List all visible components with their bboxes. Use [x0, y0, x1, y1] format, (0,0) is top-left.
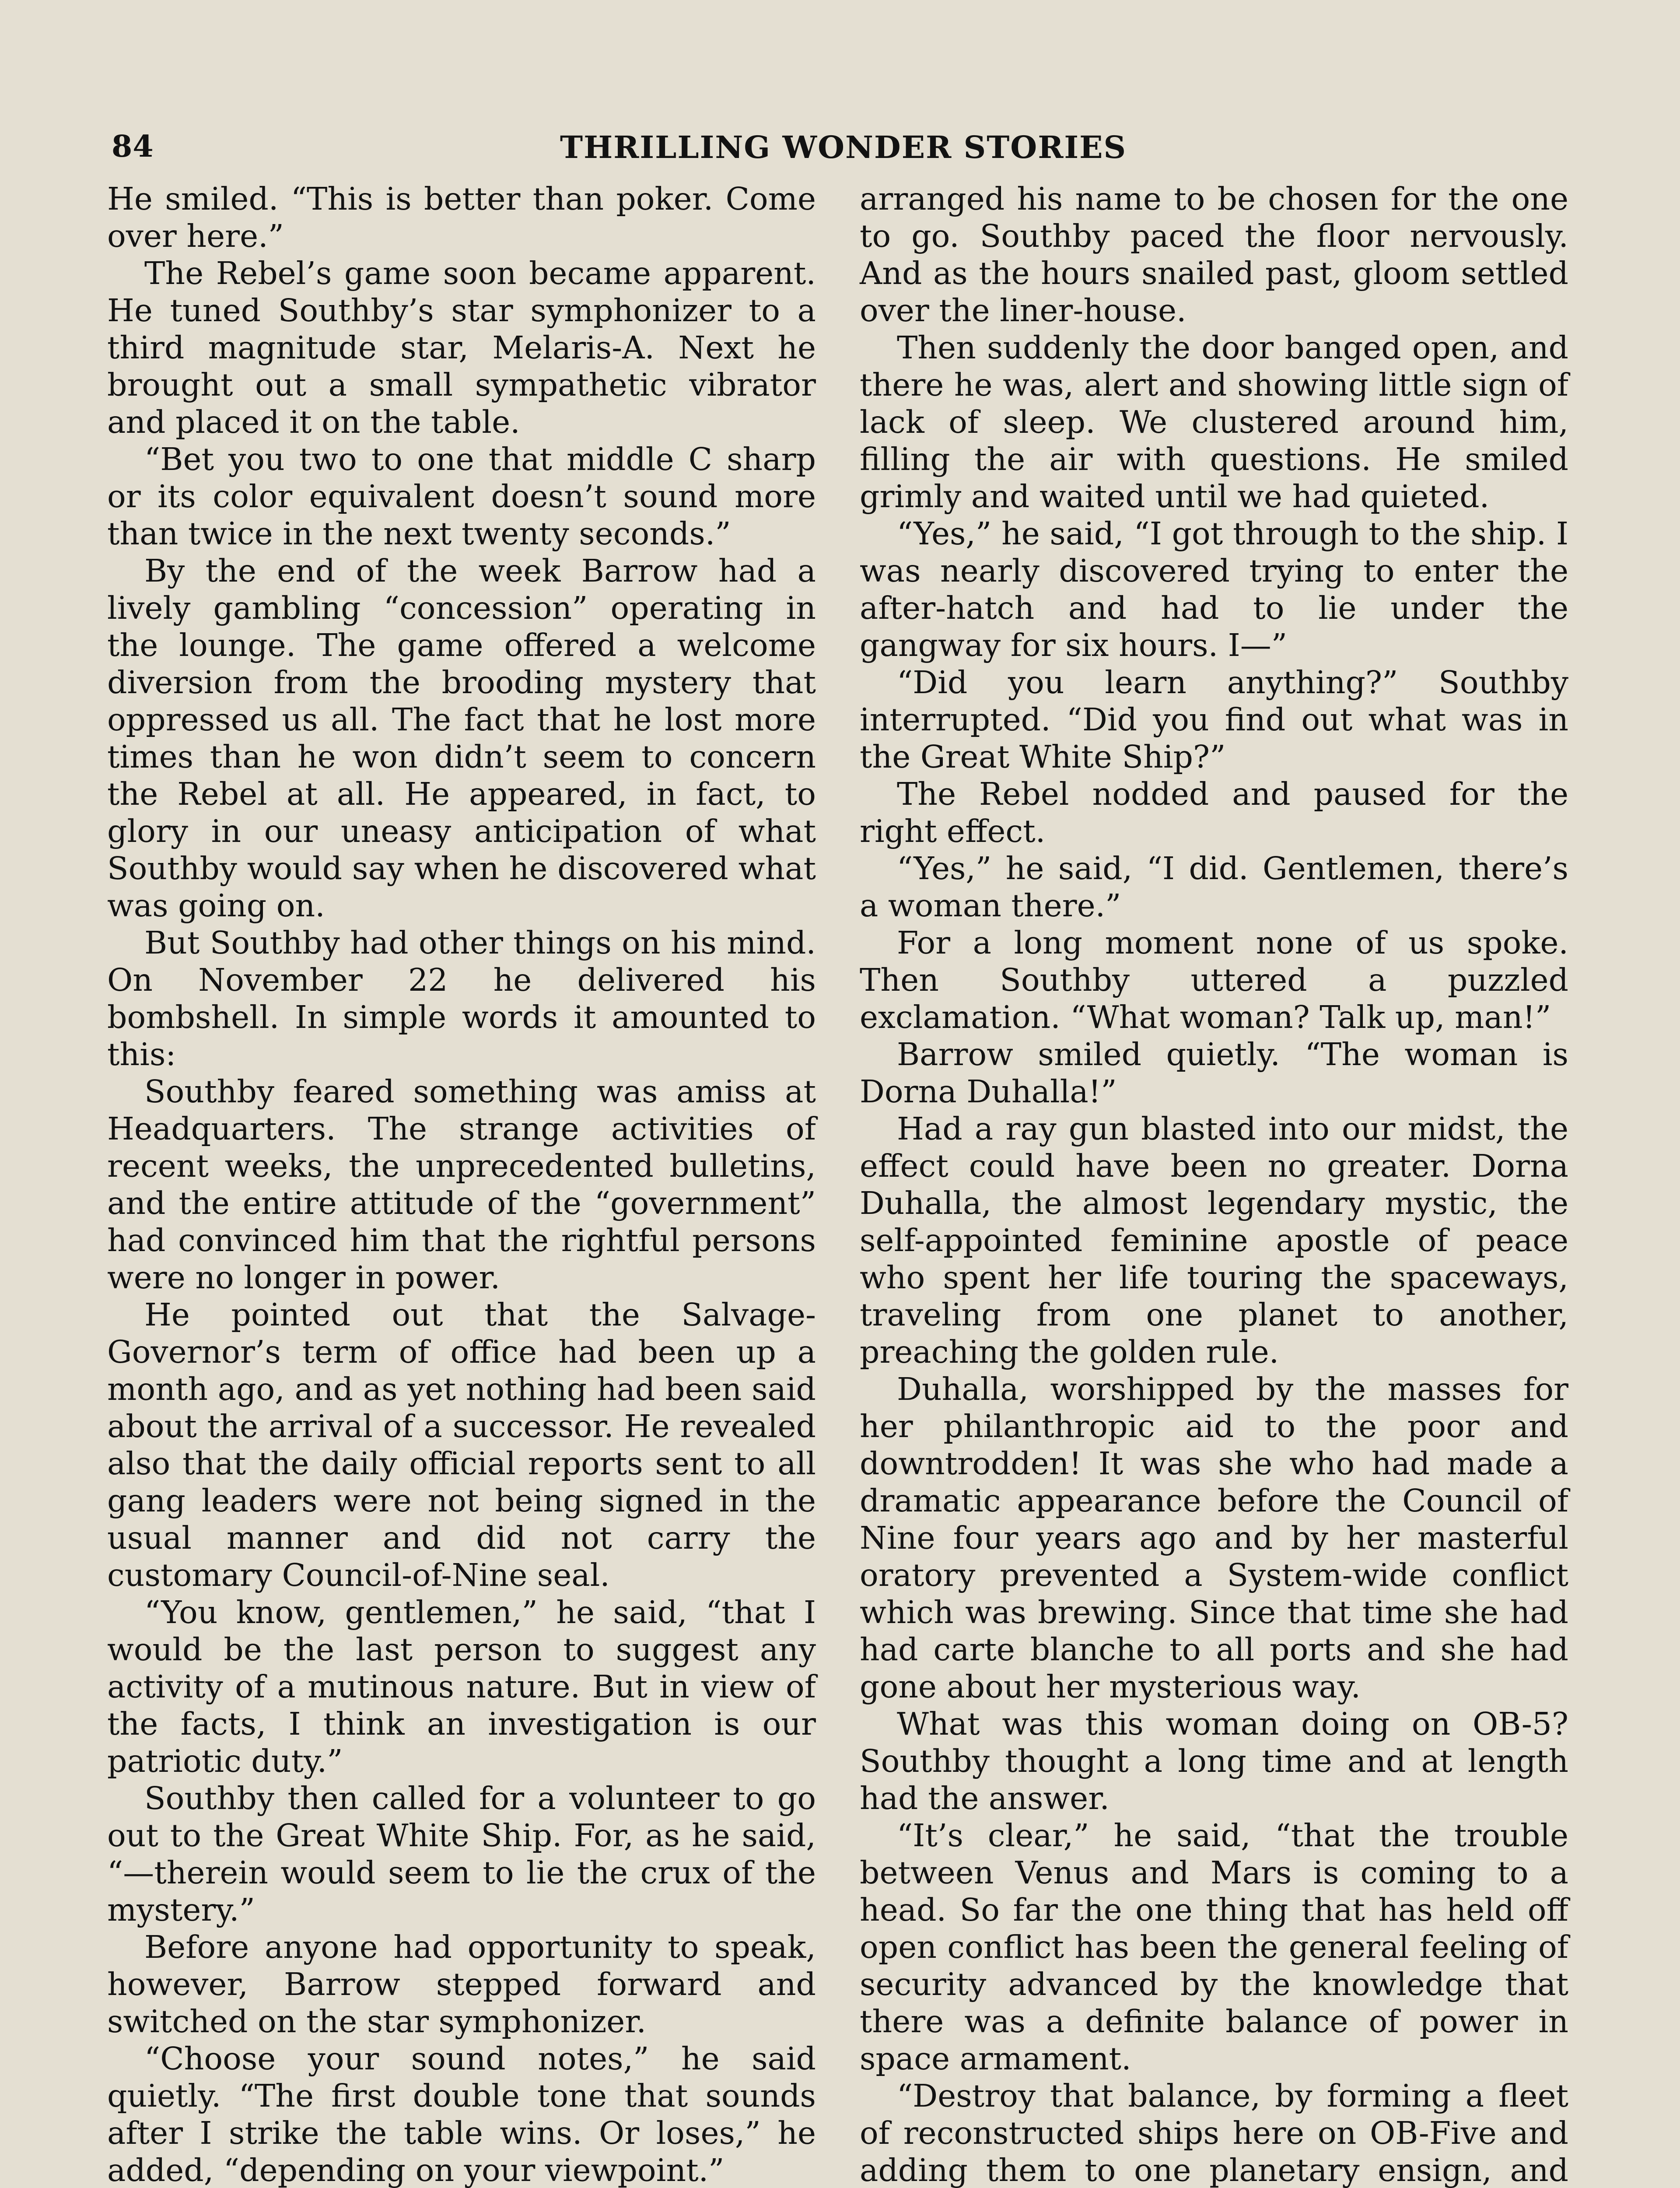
paragraph: But Southby had other things on his mind. On November 22 he delivered his bombshell. In simple words it amounted to this: [107, 925, 816, 1073]
page-number: 84 [112, 129, 154, 164]
paragraph: The Rebel’s game soon became apparent. He tuned Southby’s star symphonizer to a third magnitude star, Melaris-A. Next he brought out a small sympathetic vibrator and placed it on the table. [107, 255, 816, 440]
paragraph: “Bet you two to one that middle C sharp or its color equivalent doesn’t sound more than twice in the next twenty seconds.” [107, 441, 816, 552]
paragraph: Duhalla, worshipped by the masses for her philanthropic aid to the poor and downtrodden! It was she who had made a dramatic appearance before the Council of Nine four years ago and by her masterful oratory prevented a System-wide conflict which was brewing. Since that time she had had carte blanche to all ports and she had gone about her mysterious way. [860, 1371, 1568, 1705]
paragraph: The Rebel nodded and paused for the right effect. [860, 776, 1568, 849]
right-text-column [860, 180, 1568, 2188]
paragraph: “Yes,” he said, “I got through to the ship. I was nearly discovered trying to enter the after-hatch and had to lie under the gangway for six hours. I—” [860, 515, 1568, 663]
paragraph: arranged his name to be chosen for the one to go. Southby paced the floor nervously. And as the hours snailed past, gloom settled over the liner-house. [860, 181, 1568, 329]
paragraph: Southby then called for a volunteer to go out to the Great White Ship. For, as he said, “—therein would seem to lie the crux of the mystery.” [107, 1780, 816, 1928]
running-head: THRILLING WONDER STORIES [560, 129, 1127, 165]
paragraph: Barrow smiled quietly. “The woman is Dorna Duhalla!” [860, 1036, 1568, 1110]
paragraph: “Did you learn anything?” Southby interrupted. “Did you find out what was in the Great White Ship?” [860, 664, 1568, 775]
paragraph: He smiled. “This is better than poker. Come over here.” [107, 181, 816, 254]
paragraph: Then suddenly the door banged open, and there he was, alert and showing little sign of lack of sleep. We clustered around him, filling the air with questions. He smiled grimly and waited until we had quieted. [860, 330, 1568, 515]
paragraph: “Choose your sound notes,” he said quietly. “The first double tone that sounds after I strike the table wins. Or loses,” he added, “depending on your viewpoint.” [107, 2041, 816, 2188]
paragraph: What was this woman doing on OB-5? Southby thought a long time and at length had the answer. [860, 1706, 1568, 1816]
paragraph: “Destroy that balance, by forming a fleet of reconstructed ships here on OB-Five and adding them to one planetary ensign, and [860, 2078, 1568, 2188]
paragraph: For a long moment none of us spoke. Then Southby uttered a puzzled exclamation. “What woman? Talk up, man!” [860, 925, 1568, 1035]
paragraph: “It’s clear,” he said, “that the trouble between Venus and Mars is coming to a head. So far the one thing that has held off open conflict has been the general feeling of security advanced by the knowledge that there was a definite balance of power in space armament. [860, 1817, 1568, 2077]
paragraph: Had a ray gun blasted into our midst, the effect could have been no greater. Dorna Duhalla, the almost legendary mystic, the self-appointed feminine apostle of peace who spent her life touring the spaceways, traveling from one planet to another, preaching the golden rule. [860, 1111, 1568, 1370]
left-text-column [107, 180, 816, 2188]
paragraph: Before anyone had opportunity to speak, however, Barrow stepped forward and switched on the star symphonizer. [107, 1929, 816, 2040]
paragraph: He pointed out that the Salvage-Governor’s term of office had been up a month ago, and as yet nothing had been said about the arrival of a successor. He revealed also that the daily official reports sent to all gang leaders were not being signed in the usual manner and did not carry the customary Council-of-Nine seal. [107, 1297, 816, 1593]
paragraph: By the end of the week Barrow had a lively gambling “concession” operating in the lounge. The game offered a welcome diversion from the brooding mystery that oppressed us all. The fact that he lost more times than he won didn’t seem to concern the Rebel at all. He appeared, in fact, to glory in our uneasy anticipation of what Southby would say when he discovered what was going on. [107, 553, 816, 924]
paragraph: “You know, gentlemen,” he said, “that I would be the last person to suggest any activity of a mutinous nature. But in view of the facts, I think an investigation is our patriotic duty.” [107, 1594, 816, 1779]
paragraph: “Yes,” he said, “I did. Gentlemen, there’s a woman there.” [860, 850, 1568, 924]
paragraph: Southby feared something was amiss at Headquarters. The strange activities of recent weeks, the unprecedented bulletins, and the entire attitude of the “government” had convinced him that the rightful persons were no longer in power. [107, 1073, 816, 1296]
